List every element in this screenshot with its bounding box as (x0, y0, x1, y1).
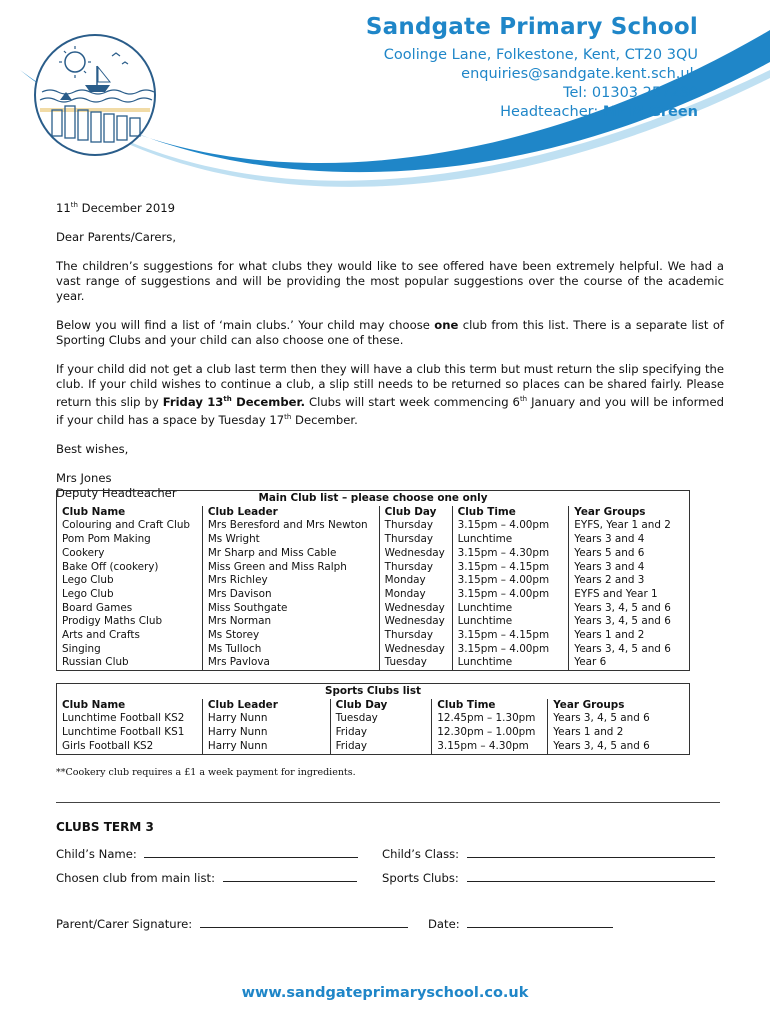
table-cell: Monday (379, 588, 452, 602)
deadline-b: December. (231, 395, 306, 409)
greeting: Dear Parents/Carers, (56, 230, 177, 244)
sports-clubs-table (56, 683, 690, 755)
school-contact-block (366, 14, 698, 122)
table-cell: Thursday (379, 629, 452, 643)
headteacher-label: Headteacher: (500, 104, 599, 120)
table-cell: Pom Pom Making (57, 533, 203, 547)
date-label: Date: (428, 917, 460, 931)
sports-club-label: Sports Clubs: (382, 871, 459, 885)
table-cell: Miss Southgate (202, 602, 379, 616)
date-day: 11 (56, 201, 71, 215)
para2-bold: one (434, 318, 459, 332)
table-cell: Friday (330, 726, 432, 740)
table-cell: Prodigy Maths Club (57, 615, 203, 629)
table-cell: Years 1 and 2 (569, 629, 690, 643)
column-header: Club Leader (202, 699, 330, 713)
table-cell: Singing (57, 643, 203, 657)
paragraph-2 (56, 318, 724, 348)
table-row (57, 602, 690, 616)
table-cell: Ms Wright (202, 533, 379, 547)
headteacher-line (366, 103, 698, 122)
signer-title: Deputy Headteacher (56, 486, 177, 500)
table-cell: Mrs Norman (202, 615, 379, 629)
paragraph-1: The children’s suggestions for what clubs they would like to see offered have been extremely helpful. We had a vast range of suggestions and will be providing the most popular suggestions over the course of the academic year. (56, 259, 724, 303)
table-row (57, 615, 690, 629)
table-cell: 3.15pm – 4.00pm (452, 588, 569, 602)
date-sup: th (70, 201, 78, 209)
signature-row (56, 917, 408, 931)
table-cell: Harry Nunn (202, 712, 330, 726)
table-cell: Mrs Davison (202, 588, 379, 602)
para3-sup1: th (519, 395, 528, 403)
table-cell: EYFS and Year 1 (569, 588, 690, 602)
table-cell: 3.15pm – 4.00pm (452, 574, 569, 588)
table-cell: 3.15pm – 4.30pm (452, 547, 569, 561)
table-cell: Friday (330, 740, 432, 754)
deadline-sup: th (223, 395, 232, 403)
table-cell: Mrs Beresford and Mrs Newton (202, 519, 379, 533)
table-cell: Bake Off (cookery) (57, 561, 203, 575)
return-deadline (163, 395, 305, 409)
table-cell: Arts and Crafts (57, 629, 203, 643)
child-name-label: Child’s Name: (56, 847, 137, 861)
headteacher-name: Mr M Green (602, 104, 698, 120)
table-cell: Ms Tulloch (202, 643, 379, 657)
main-club-field[interactable] (223, 871, 357, 882)
column-header: Club Time (452, 506, 569, 520)
para3-text-c: January and you will be informed if your child has a space by Tuesday 17 (56, 395, 724, 427)
table-cell: Harry Nunn (202, 726, 330, 740)
table-row (57, 561, 690, 575)
table-row (57, 629, 690, 643)
table-row (57, 533, 690, 547)
date-field[interactable] (467, 917, 613, 928)
main-club-row (56, 871, 357, 885)
table-cell: Years 2 and 3 (569, 574, 690, 588)
table-cell: Mrs Pavlova (202, 656, 379, 670)
date-row (428, 917, 613, 931)
table-cell: Thursday (379, 519, 452, 533)
table-cell: Lunchtime Football KS2 (57, 712, 203, 726)
letter-date (56, 198, 724, 216)
column-header: Year Groups (569, 506, 690, 520)
school-email[interactable]: enquiries@sandgate.kent.sch.uk (461, 66, 698, 82)
table-cell: Years 5 and 6 (569, 547, 690, 561)
child-class-field[interactable] (467, 847, 715, 858)
table-cell: 12.30pm – 1.00pm (432, 726, 548, 740)
table-cell: Year 6 (569, 656, 690, 670)
sports-club-field[interactable] (467, 871, 715, 882)
school-name: Sandgate Primary School (365, 14, 698, 40)
child-class-row (382, 847, 715, 861)
table-row (57, 643, 690, 657)
table-cell: Years 3 and 4 (569, 561, 690, 575)
column-header: Club Name (57, 506, 203, 520)
main-clubs-header-row (57, 506, 690, 520)
signer-name: Mrs Jones (56, 471, 112, 485)
date-rest: December 2019 (77, 201, 175, 215)
table-row (57, 519, 690, 533)
table-row (57, 740, 690, 754)
table-cell: Tuesday (330, 712, 432, 726)
table-row (57, 656, 690, 670)
table-cell: Years 3 and 4 (569, 533, 690, 547)
school-logo (30, 30, 160, 160)
table-cell: Thursday (379, 561, 452, 575)
table-cell: Thursday (379, 533, 452, 547)
table-cell: Years 3, 4, 5 and 6 (569, 643, 690, 657)
para3-text-a: If your child did not get a club last term then they will have a club this term but must return the slip specifying the club. If your child wishes to continue a club, a slip still needs to be returned so places can be shared fairly. Please return this slip by (56, 362, 724, 409)
main-club-label: Chosen club from main list: (56, 871, 215, 885)
column-header: Club Name (57, 699, 203, 713)
table-row (57, 712, 690, 726)
letter-body (56, 198, 724, 501)
column-header: Club Leader (202, 506, 379, 520)
cookery-note: **Cookery club requires a £1 a week payment for ingredients. (56, 767, 356, 778)
slip-title: CLUBS TERM 3 (56, 820, 154, 834)
table-cell: 3.15pm – 4.00pm (452, 643, 569, 657)
table-cell: Board Games (57, 602, 203, 616)
table-cell: Ms Storey (202, 629, 379, 643)
table-cell: Years 3, 4, 5 and 6 (569, 602, 690, 616)
school-website-link[interactable]: www.sandgateprimaryschool.co.uk (241, 985, 529, 1001)
table-cell: Russian Club (57, 656, 203, 670)
table-row (57, 547, 690, 561)
table-cell: Wednesday (379, 602, 452, 616)
table-cell: Girls Football KS2 (57, 740, 203, 754)
column-header: Club Day (330, 699, 432, 713)
column-header: Year Groups (548, 699, 690, 713)
table-cell: Colouring and Craft Club (57, 519, 203, 533)
table-cell: 3.15pm – 4.30pm (432, 740, 548, 754)
table-cell: Wednesday (379, 615, 452, 629)
para3-text-d: December. (291, 413, 358, 427)
main-clubs-table (56, 490, 690, 671)
school-address: Coolinge Lane, Folkestone, Kent, CT20 3QU (383, 47, 698, 63)
sports-clubs-caption: Sports Clubs list (57, 684, 690, 699)
table-cell: Mr Sharp and Miss Cable (202, 547, 379, 561)
table-cell: Lunchtime Football KS1 (57, 726, 203, 740)
table-cell: Monday (379, 574, 452, 588)
table-cell: Years 3, 4, 5 and 6 (548, 740, 690, 754)
paragraph-3 (56, 362, 724, 428)
child-name-field[interactable] (144, 847, 358, 858)
table-cell: Cookery (57, 547, 203, 561)
table-cell: Years 3, 4, 5 and 6 (548, 712, 690, 726)
table-cell: 12.45pm – 1.30pm (432, 712, 548, 726)
signature-field[interactable] (200, 917, 408, 928)
table-cell: 3.15pm – 4.15pm (452, 561, 569, 575)
tear-off-line (56, 802, 720, 803)
table-cell: Lego Club (57, 574, 203, 588)
table-row (57, 574, 690, 588)
para2-text-a: Below you will find a list of ‘main clubs.’ Your child may choose (56, 318, 435, 332)
table-cell: Lunchtime (452, 656, 569, 670)
para3-text-b: Clubs will start week commencing 6 (305, 395, 520, 409)
table-cell: Lunchtime (452, 602, 569, 616)
table-cell: 3.15pm – 4.15pm (452, 629, 569, 643)
school-phone: Tel: 01303 257280 (563, 85, 698, 101)
table-cell: 3.15pm – 4.00pm (452, 519, 569, 533)
para2-text-b: club from this list. There is a separate list of Sporting Clubs and your child can also choose one of these. (56, 318, 725, 347)
sports-club-row (382, 871, 715, 885)
table-cell: Lunchtime (452, 533, 569, 547)
table-cell: Lego Club (57, 588, 203, 602)
table-row (57, 588, 690, 602)
sports-clubs-header-row (57, 699, 690, 713)
table-row (57, 726, 690, 740)
child-class-label: Child’s Class: (382, 847, 460, 861)
table-cell: EYFS, Year 1 and 2 (569, 519, 690, 533)
deadline-a: Friday 13 (162, 395, 224, 409)
column-header: Club Day (379, 506, 452, 520)
para3-sup2: th (284, 413, 292, 421)
table-cell: Tuesday (379, 656, 452, 670)
table-cell: Years 3, 4, 5 and 6 (569, 615, 690, 629)
table-cell: Wednesday (379, 643, 452, 657)
table-cell: Mrs Richley (202, 574, 379, 588)
column-header: Club Time (432, 699, 548, 713)
table-cell: Harry Nunn (202, 740, 330, 754)
main-clubs-caption: Main Club list – please choose one only (57, 491, 690, 506)
table-cell: Years 1 and 2 (548, 726, 690, 740)
table-cell: Miss Green and Miss Ralph (202, 561, 379, 575)
table-cell: Lunchtime (452, 615, 569, 629)
child-name-row (56, 847, 358, 861)
signoff: Best wishes, (56, 442, 129, 456)
table-cell: Wednesday (379, 547, 452, 561)
signature-label: Parent/Carer Signature: (56, 917, 193, 931)
